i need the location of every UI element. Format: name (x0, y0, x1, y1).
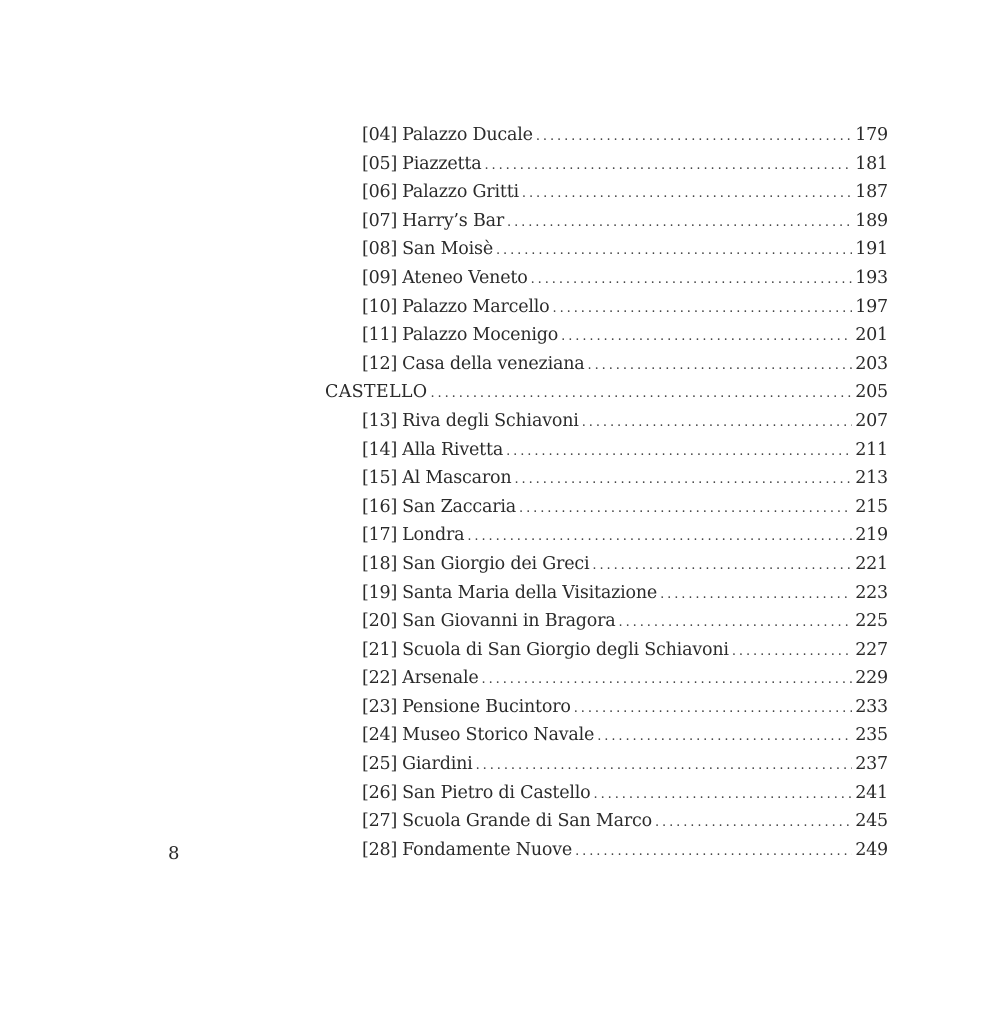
dot-leader (597, 723, 852, 752)
toc-entry (325, 178, 888, 207)
toc-entry-number: [08] (362, 239, 398, 260)
toc-entry-number: [13] (362, 410, 398, 431)
toc-entry-page: 191 (855, 239, 888, 260)
toc-entry (325, 464, 888, 493)
toc-entry-number: [19] (362, 582, 398, 603)
toc-entry-text (362, 693, 571, 722)
toc-entry-title: Alla Rivetta (402, 439, 504, 460)
toc-entry-title: Londra (402, 525, 465, 546)
toc-entry-text (362, 235, 493, 264)
dot-leader (507, 209, 852, 238)
toc-entry-page: 213 (855, 468, 888, 489)
toc-entry-page: 215 (855, 496, 888, 517)
toc-entry-title: Harry’s Bar (402, 210, 505, 231)
toc-entry-text (362, 436, 503, 465)
dot-leader (536, 123, 852, 152)
toc-entry (325, 235, 888, 264)
toc-entry-text (362, 293, 550, 322)
dot-leader (592, 552, 852, 581)
toc-entry-title: Al Mascaron (402, 468, 512, 489)
toc-entry-number: [22] (362, 668, 398, 689)
toc-entry-title: San Giovanni in Bragora (402, 611, 616, 632)
toc-entry (325, 607, 888, 636)
dot-leader (496, 237, 852, 266)
toc-entry-page: 219 (855, 525, 888, 546)
toc-entry-title: Santa Maria della Visitazione (402, 582, 658, 603)
toc-entry-title: Scuola Grande di San Marco (402, 811, 652, 832)
toc-entry-title: Casa della veneziana (402, 353, 585, 374)
toc-entry-title: Riva degli Schiavoni (402, 410, 579, 431)
toc-entry (325, 721, 888, 750)
toc-entry-text (362, 521, 464, 550)
dot-leader (574, 695, 852, 724)
toc-entry-page: 227 (855, 639, 888, 660)
toc-entry-page: 245 (855, 811, 888, 832)
toc-entry (325, 321, 888, 350)
toc-entry (325, 407, 888, 436)
toc-entry-number: [07] (362, 210, 398, 231)
toc-entry-number: [23] (362, 696, 398, 717)
toc-entry-title: Giardini (402, 754, 473, 775)
toc-entry-page: 223 (855, 582, 888, 603)
dot-leader (619, 609, 853, 638)
dot-leader (561, 323, 852, 352)
toc-entry-text (362, 664, 479, 693)
toc-entry-number: [17] (362, 525, 398, 546)
dot-leader (506, 438, 852, 467)
toc-section-heading (325, 378, 888, 407)
toc-entry (325, 207, 888, 236)
toc-entry (325, 836, 888, 865)
dot-leader (519, 495, 852, 524)
toc-entry-page: 225 (855, 611, 888, 632)
toc-entry-page: 249 (855, 839, 888, 860)
toc-entry-text (362, 579, 657, 608)
toc-entry-page: 201 (855, 325, 888, 346)
dot-leader (467, 523, 852, 552)
dot-leader (514, 466, 852, 495)
toc-entry-text (362, 779, 591, 808)
toc-entry-title: San Giorgio dei Greci (402, 553, 590, 574)
toc-entry-number: [28] (362, 839, 398, 860)
toc-entry-title: Palazzo Ducale (402, 125, 533, 145)
page-number: 8 (168, 843, 180, 864)
toc-entry-title: CASTELLO (325, 382, 428, 403)
toc-entry (325, 750, 888, 779)
toc-entry-title: Fondamente Nuove (402, 839, 573, 860)
toc-entry-title: Museo Storico Navale (402, 725, 595, 746)
dot-leader (660, 581, 852, 610)
toc-entry (325, 293, 888, 322)
toc-entry-number: [15] (362, 468, 398, 489)
dot-leader (484, 152, 852, 181)
toc-entry-title: Ateneo Veneto (402, 267, 528, 288)
toc-entry-text (362, 350, 585, 379)
dot-leader (522, 180, 852, 209)
toc-entry-page: 179 (855, 125, 888, 145)
toc-entry-text (362, 150, 481, 179)
toc-entry-page: 211 (855, 439, 888, 460)
toc-entry-text (362, 550, 589, 579)
toc-entry-number: [20] (362, 611, 398, 632)
toc-entry-text (325, 378, 427, 407)
toc-entry-number: [05] (362, 153, 398, 174)
dot-leader (655, 809, 852, 838)
dot-leader (482, 666, 853, 695)
toc-entry-number: [27] (362, 811, 398, 832)
toc-entry (325, 150, 888, 179)
toc-entry-title: Palazzo Marcello (402, 296, 550, 317)
dot-leader (430, 380, 852, 409)
toc-entry-number: [04] (362, 125, 398, 145)
toc-entry-page: 235 (855, 725, 888, 746)
toc-entry-title: Piazzetta (402, 153, 482, 174)
dot-leader (531, 266, 853, 295)
toc-entry-number: [21] (362, 639, 398, 660)
table-of-contents (325, 121, 888, 864)
toc-entry-number: [10] (362, 296, 398, 317)
toc-entry (325, 521, 888, 550)
toc-entry-number: [09] (362, 267, 398, 288)
toc-entry (325, 693, 888, 722)
toc-entry-number: [12] (362, 353, 398, 374)
toc-entry (325, 436, 888, 465)
toc-entry-page: 193 (855, 267, 888, 288)
toc-entry-title: San Pietro di Castello (402, 782, 591, 803)
toc-entry-page: 187 (855, 182, 888, 203)
dot-leader (582, 409, 853, 438)
toc-entry-title: Pensione Bucintoro (402, 696, 571, 717)
toc-entry-page: 229 (855, 668, 888, 689)
toc-entry-text (362, 464, 511, 493)
toc-entry (325, 779, 888, 808)
toc-entry-title: Arsenale (402, 668, 479, 689)
toc-entry-page: 189 (855, 210, 888, 231)
toc-entry-text (362, 407, 579, 436)
toc-entry-text (362, 750, 473, 779)
toc-entry (325, 807, 888, 836)
toc-entry-title: Palazzo Mocenigo (402, 325, 559, 346)
toc-entry-number: [24] (362, 725, 398, 746)
toc-entry-page: 181 (855, 153, 888, 174)
toc-entry-number: [14] (362, 439, 398, 460)
toc-entry-page: 221 (855, 553, 888, 574)
toc-entry (325, 350, 888, 379)
toc-entry-page: 203 (855, 353, 888, 374)
toc-entry-text (362, 721, 594, 750)
toc-entry-page: 207 (855, 410, 888, 431)
toc-entry-text (362, 207, 504, 236)
toc-entry-page: 237 (855, 754, 888, 775)
toc-entry (325, 121, 888, 150)
dot-leader (588, 352, 853, 381)
toc-entry (325, 636, 888, 665)
toc-entry-text (362, 121, 533, 150)
toc-entry-title: San Zaccaria (402, 496, 517, 517)
toc-entry-page: 241 (855, 782, 888, 803)
toc-entry-text (362, 321, 558, 350)
dot-leader (553, 295, 853, 324)
toc-entry-number: [25] (362, 754, 398, 775)
toc-entry (325, 550, 888, 579)
toc-entry (325, 579, 888, 608)
toc-entry-text (362, 264, 528, 293)
toc-entry-text (362, 493, 516, 522)
toc-entry-number: [16] (362, 496, 398, 517)
toc-entry-number: [26] (362, 782, 398, 803)
toc-entry (325, 264, 888, 293)
toc-entry-text (362, 836, 572, 865)
toc-entry-page: 205 (855, 382, 888, 403)
dot-leader (476, 752, 853, 781)
toc-entry-title: San Moisè (402, 239, 493, 260)
toc-entry-title: Palazzo Gritti (402, 182, 519, 203)
toc-entry-text (362, 636, 729, 665)
toc-entry-page: 197 (855, 296, 888, 317)
dot-leader (732, 638, 852, 667)
toc-entry-number: [11] (362, 325, 398, 346)
toc-entry-text (362, 807, 652, 836)
toc-entry-text (362, 178, 519, 207)
toc-entry-number: [06] (362, 182, 398, 203)
toc-entry-text (362, 607, 616, 636)
toc-entry-title: Scuola di San Giorgio degli Schiavoni (402, 639, 729, 660)
toc-entry-number: [18] (362, 553, 398, 574)
toc-entry-page: 233 (855, 696, 888, 717)
toc-entry (325, 664, 888, 693)
dot-leader (594, 781, 853, 810)
dot-leader (575, 838, 852, 867)
toc-entry (325, 493, 888, 522)
